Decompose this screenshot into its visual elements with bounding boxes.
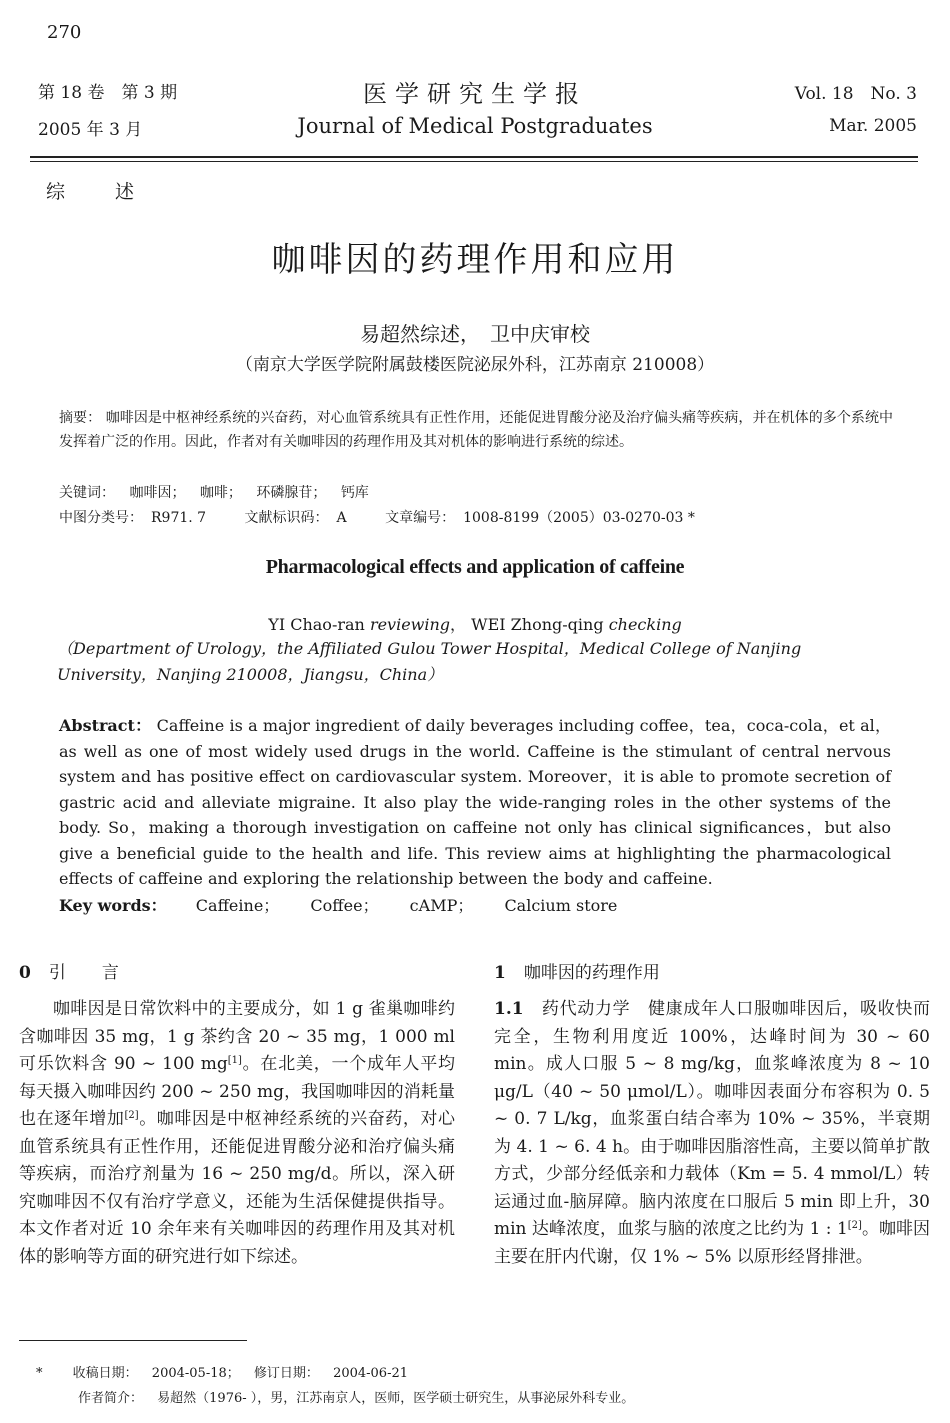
keywords-cn bbox=[59, 482, 379, 502]
para-text: 咖啡因是日常饮料中的主要成分，如 1 g 雀巢咖啡约含咖啡因 35 mg，1 g 茶约含 20 ~ 35 mg，1 000 ml 可乐饮料含 90 ~ 100 mg bbox=[19, 999, 455, 1074]
date-en: Mar. 2005 bbox=[829, 116, 917, 136]
volume-issue-cn: 第 18 卷 第 3 期 bbox=[38, 83, 178, 103]
footnote-marker: * bbox=[36, 1366, 43, 1381]
author-bio: 易超然（1976- ），男，江苏南京人，医师，医学硕士研究生，从事泌尿外科专业。 bbox=[157, 1391, 635, 1406]
keyword-cn: 咖啡； bbox=[199, 485, 242, 501]
document-code bbox=[245, 510, 347, 526]
citation: [1] bbox=[227, 1055, 242, 1066]
volume-issue-en: Vol. 18 No. 3 bbox=[794, 84, 917, 104]
para-text: 。咖啡因主要在肝内代谢，仅 1% ~ 5% 以原形经肾排泄。 bbox=[494, 1219, 931, 1267]
received-date: 2004-05-18； bbox=[151, 1366, 240, 1381]
abstract-cn bbox=[59, 406, 893, 454]
keyword-cn: 咖啡因； bbox=[129, 485, 186, 501]
article-title-cn: 咖啡因的药理作用和应用 bbox=[271, 240, 679, 280]
revised-label: 修订日期： bbox=[253, 1366, 319, 1381]
header-rule-thick bbox=[30, 156, 918, 158]
keyword-en: cAMP； bbox=[409, 896, 474, 915]
section-1-title: 咖啡因的药理作用 bbox=[523, 963, 660, 983]
subsection-title: 药代动力学 bbox=[541, 999, 631, 1019]
para-text: 。在北美，一个成年人平均每天摄入咖啡因约 200 ~ 250 mg，我国咖啡因的消耗量也在逐年增加 bbox=[19, 1054, 455, 1129]
keyword-en: Coffee； bbox=[310, 896, 379, 915]
authors-en: YI Chao-ran reviewing， WEI Zhong-qing checking bbox=[268, 615, 682, 634]
article-title-en: Pharmacological effects and application of caffeine bbox=[265, 556, 685, 578]
journal-title-cn: 医学研究生学报 bbox=[363, 80, 587, 108]
abstract-en bbox=[59, 713, 891, 892]
section-1-body bbox=[494, 996, 930, 1271]
abstract-en-text: Caffeine is a major ingredient of daily beverages including coffee，tea，coca-cola，et al，as well as one of most widely used drugs in the world. Caffeine is the stimulant of central nervous system and has positive effect on cardiovascular system. Moreover，it is able to promote secretion of gastric acid and alleviate migraine. It also play the wide-ranging roles in the other systems of the body. So，making a thorough investigation on caffeine not only has clinical significances，but also give a beneficial guide to the health and life. This review aims at highlighting the pharmacological effects of caffeine and exploring the relationship between the body and caffeine. bbox=[59, 716, 891, 888]
classification-line bbox=[59, 507, 729, 527]
date-cn: 2005 年 3 月 bbox=[38, 120, 143, 140]
keywords-en bbox=[59, 893, 643, 916]
author1-en: YI Chao-ran bbox=[268, 615, 365, 634]
article-number bbox=[385, 510, 695, 526]
page-number: 270 bbox=[47, 22, 82, 43]
author1-role: reviewing bbox=[369, 615, 451, 634]
doc-code-label: 文献标识码： bbox=[244, 510, 329, 526]
section-1-1-paragraph bbox=[494, 996, 930, 1271]
keyword-cn: 环磷腺苷； bbox=[256, 485, 327, 501]
para-text: 。咖啡因是中枢神经系统的兴奋药，对心血管系统具有正性作用，还能促进胃酸分泌和治疗偏头痛等疾病，而治疗剂量为 16 ~ 250 mg/d。所以，深入研究咖啡因不仅有治疗学意义，还能为生活保健提供指导。本文作者对近 10 余年来有关咖啡因的药理作用及其对机体的影响等方面的研究进行如下综述。 bbox=[19, 1109, 456, 1267]
footnote-rule bbox=[19, 1340, 247, 1341]
section-0-body bbox=[19, 996, 455, 1271]
affiliation-en: （Department of Urology，the Affiliated Gulou Tower Hospital，Medical College of Nanjing University，Nanjing 210008，Jiangsu，China） bbox=[57, 639, 802, 684]
keyword-en: Caffeine； bbox=[195, 896, 280, 915]
footnote-dates bbox=[36, 1362, 418, 1381]
keyword-cn: 钙库 bbox=[340, 485, 369, 501]
clc-label: 中图分类号： bbox=[59, 510, 143, 526]
section-0-heading bbox=[19, 958, 155, 983]
section-0-number: 0 bbox=[19, 963, 31, 983]
header-rule-thin bbox=[30, 161, 918, 162]
revised-date: 2004-06-21 bbox=[333, 1366, 409, 1381]
para-text: 健康成年人口服咖啡因后，吸收快而完全，生物利用度近 100%，达峰时间为 30 ~ 60 min。成人口服 5 ~ 8 mg/kg，血浆峰浓度为 8 ~ 10 μg/L（40 ~ 50 μmol/L）。咖啡因表面分布容积为 0. 5 ~ 0. 7 L/kg，血浆蛋白结合率为 10% ~ 35%，半衰期为 4. 1 ~ 6. 4 h。由于咖啡因脂溶性高，主要以简单扩散方式，少部分经低亲和力载体（Km = 5. 4 mmol/L）转运通过血-脑屏障。脑内浓度在口服后 5 min 即上升，30 min 达峰浓度，血浆与脑的浓度之比约为 1 : 1 bbox=[494, 999, 931, 1239]
section-1-heading bbox=[494, 958, 660, 983]
clc-value: R971. 7 bbox=[151, 510, 207, 526]
abstract-en-label: Abstract： bbox=[59, 716, 152, 735]
section-0-title: 引言 bbox=[48, 963, 155, 983]
journal-title-en: Journal of Medical Postgraduates bbox=[297, 114, 653, 138]
doc-code-value: A bbox=[336, 510, 347, 526]
article-no-label: 文章编号： bbox=[385, 510, 456, 526]
clc-number bbox=[59, 510, 206, 526]
abstract-cn-label: 摘要： bbox=[59, 410, 102, 426]
column-tag: 综述 bbox=[46, 181, 185, 203]
author-bio-label: 作者简介： bbox=[78, 1391, 144, 1406]
subsection-number: 1.1 bbox=[494, 999, 524, 1019]
citation: [2] bbox=[847, 1220, 862, 1231]
received-label: 收稿日期： bbox=[72, 1366, 138, 1381]
keywords-en-label: Key words： bbox=[59, 896, 167, 915]
affiliation-cn: （南京大学医学院附属鼓楼医院泌尿外科，江苏南京 210008） bbox=[235, 355, 715, 375]
author2-en: WEI Zhong-qing bbox=[471, 615, 604, 634]
keyword-en: Calcium store bbox=[504, 896, 618, 915]
section-1-number: 1 bbox=[494, 963, 506, 983]
abstract-cn-text: 咖啡因是中枢神经系统的兴奋药，对心血管系统具有正性作用，还能促进胃酸分泌及治疗偏头痛等疾病，并在机体的多个系统中发挥着广泛的作用。因此，作者对有关咖啡因的药理作用及其对机体的影响进行系统的综述。 bbox=[59, 410, 894, 450]
citation: [2] bbox=[124, 1110, 139, 1121]
keywords-cn-label: 关键词： bbox=[59, 485, 115, 501]
author2-role: checking bbox=[608, 615, 682, 634]
authors-cn: 易超然综述， 卫中庆审校 bbox=[360, 322, 590, 346]
article-no-value: 1008-8199（2005）03-0270-03 * bbox=[463, 510, 695, 526]
footnote-author bbox=[78, 1387, 644, 1406]
section-0-paragraph bbox=[19, 996, 455, 1271]
